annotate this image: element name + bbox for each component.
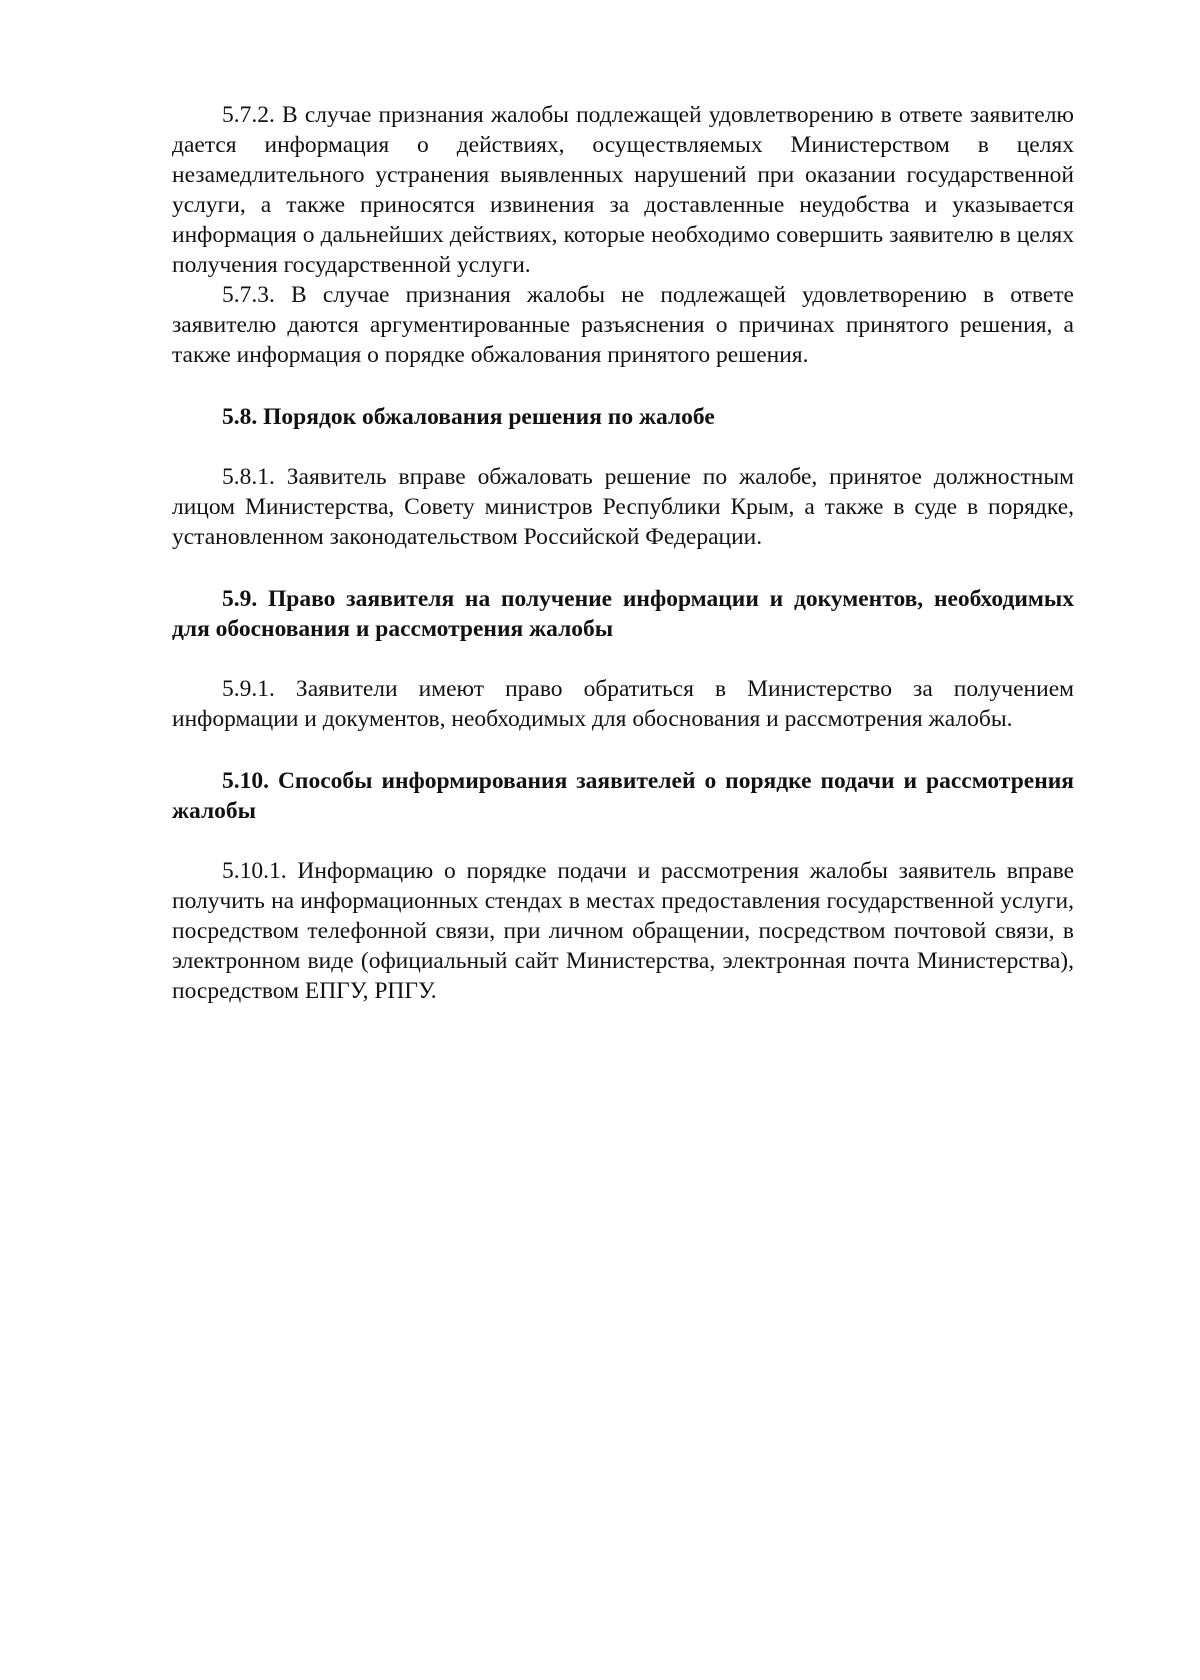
heading-5-10: 5.10. Способы информирования заявителей о порядке подачи и рассмотрения жалобы (172, 768, 1074, 824)
heading-5-8: 5.8. Порядок обжалования решения по жалобе (222, 404, 715, 430)
paragraph-5-10-1: 5.10.1. Информацию о порядке подачи и рассмотрения жалобы заявитель вправе получить на информационных стендах в местах предоставления государственной услуги, посредством телефонной связи, при личном обращении, посредством почтовой связи, в электронном виде (официальный сайт Министерства, электронная почта Министерства), посредством ЕПГУ, РПГУ. (172, 858, 1074, 1004)
paragraph-5-7-2: 5.7.2. В случае признания жалобы подлежащей удовлетворению в ответе заявителю дается информация о действиях, осуществляемых Министерством в целях незамедлительного устранения выявленных нарушений при оказании государственной услуги, а также приносятся извинения за доставленные неудобства и указывается информация о дальнейших действиях, которые необходимо совершить заявителю в целях получения государственной услуги. (172, 102, 1074, 278)
paragraph-5-7-3: 5.7.3. В случае признания жалобы не подлежащей удовлетворению в ответе заявителю даются аргументированные разъяснения о причинах принятого решения, а также информация о порядке обжалования принятого решения. (172, 282, 1074, 368)
document-page (172, 100, 1074, 1006)
paragraph-5-8-1: 5.8.1. Заявитель вправе обжаловать решение по жалобе, принятое должностным лицом Министерства, Совету министров Республики Крым, а также в суде в порядке, установленном законодательством Российской Федерации. (172, 464, 1074, 550)
heading-5-9: 5.9. Право заявителя на получение информации и документов, необходимых для обоснования и рассмотрения жалобы (172, 586, 1074, 642)
paragraph-5-9-1: 5.9.1. Заявители имеют право обратиться в Министерство за получением информации и документов, необходимых для обоснования и рассмотрения жалобы. (172, 676, 1074, 732)
